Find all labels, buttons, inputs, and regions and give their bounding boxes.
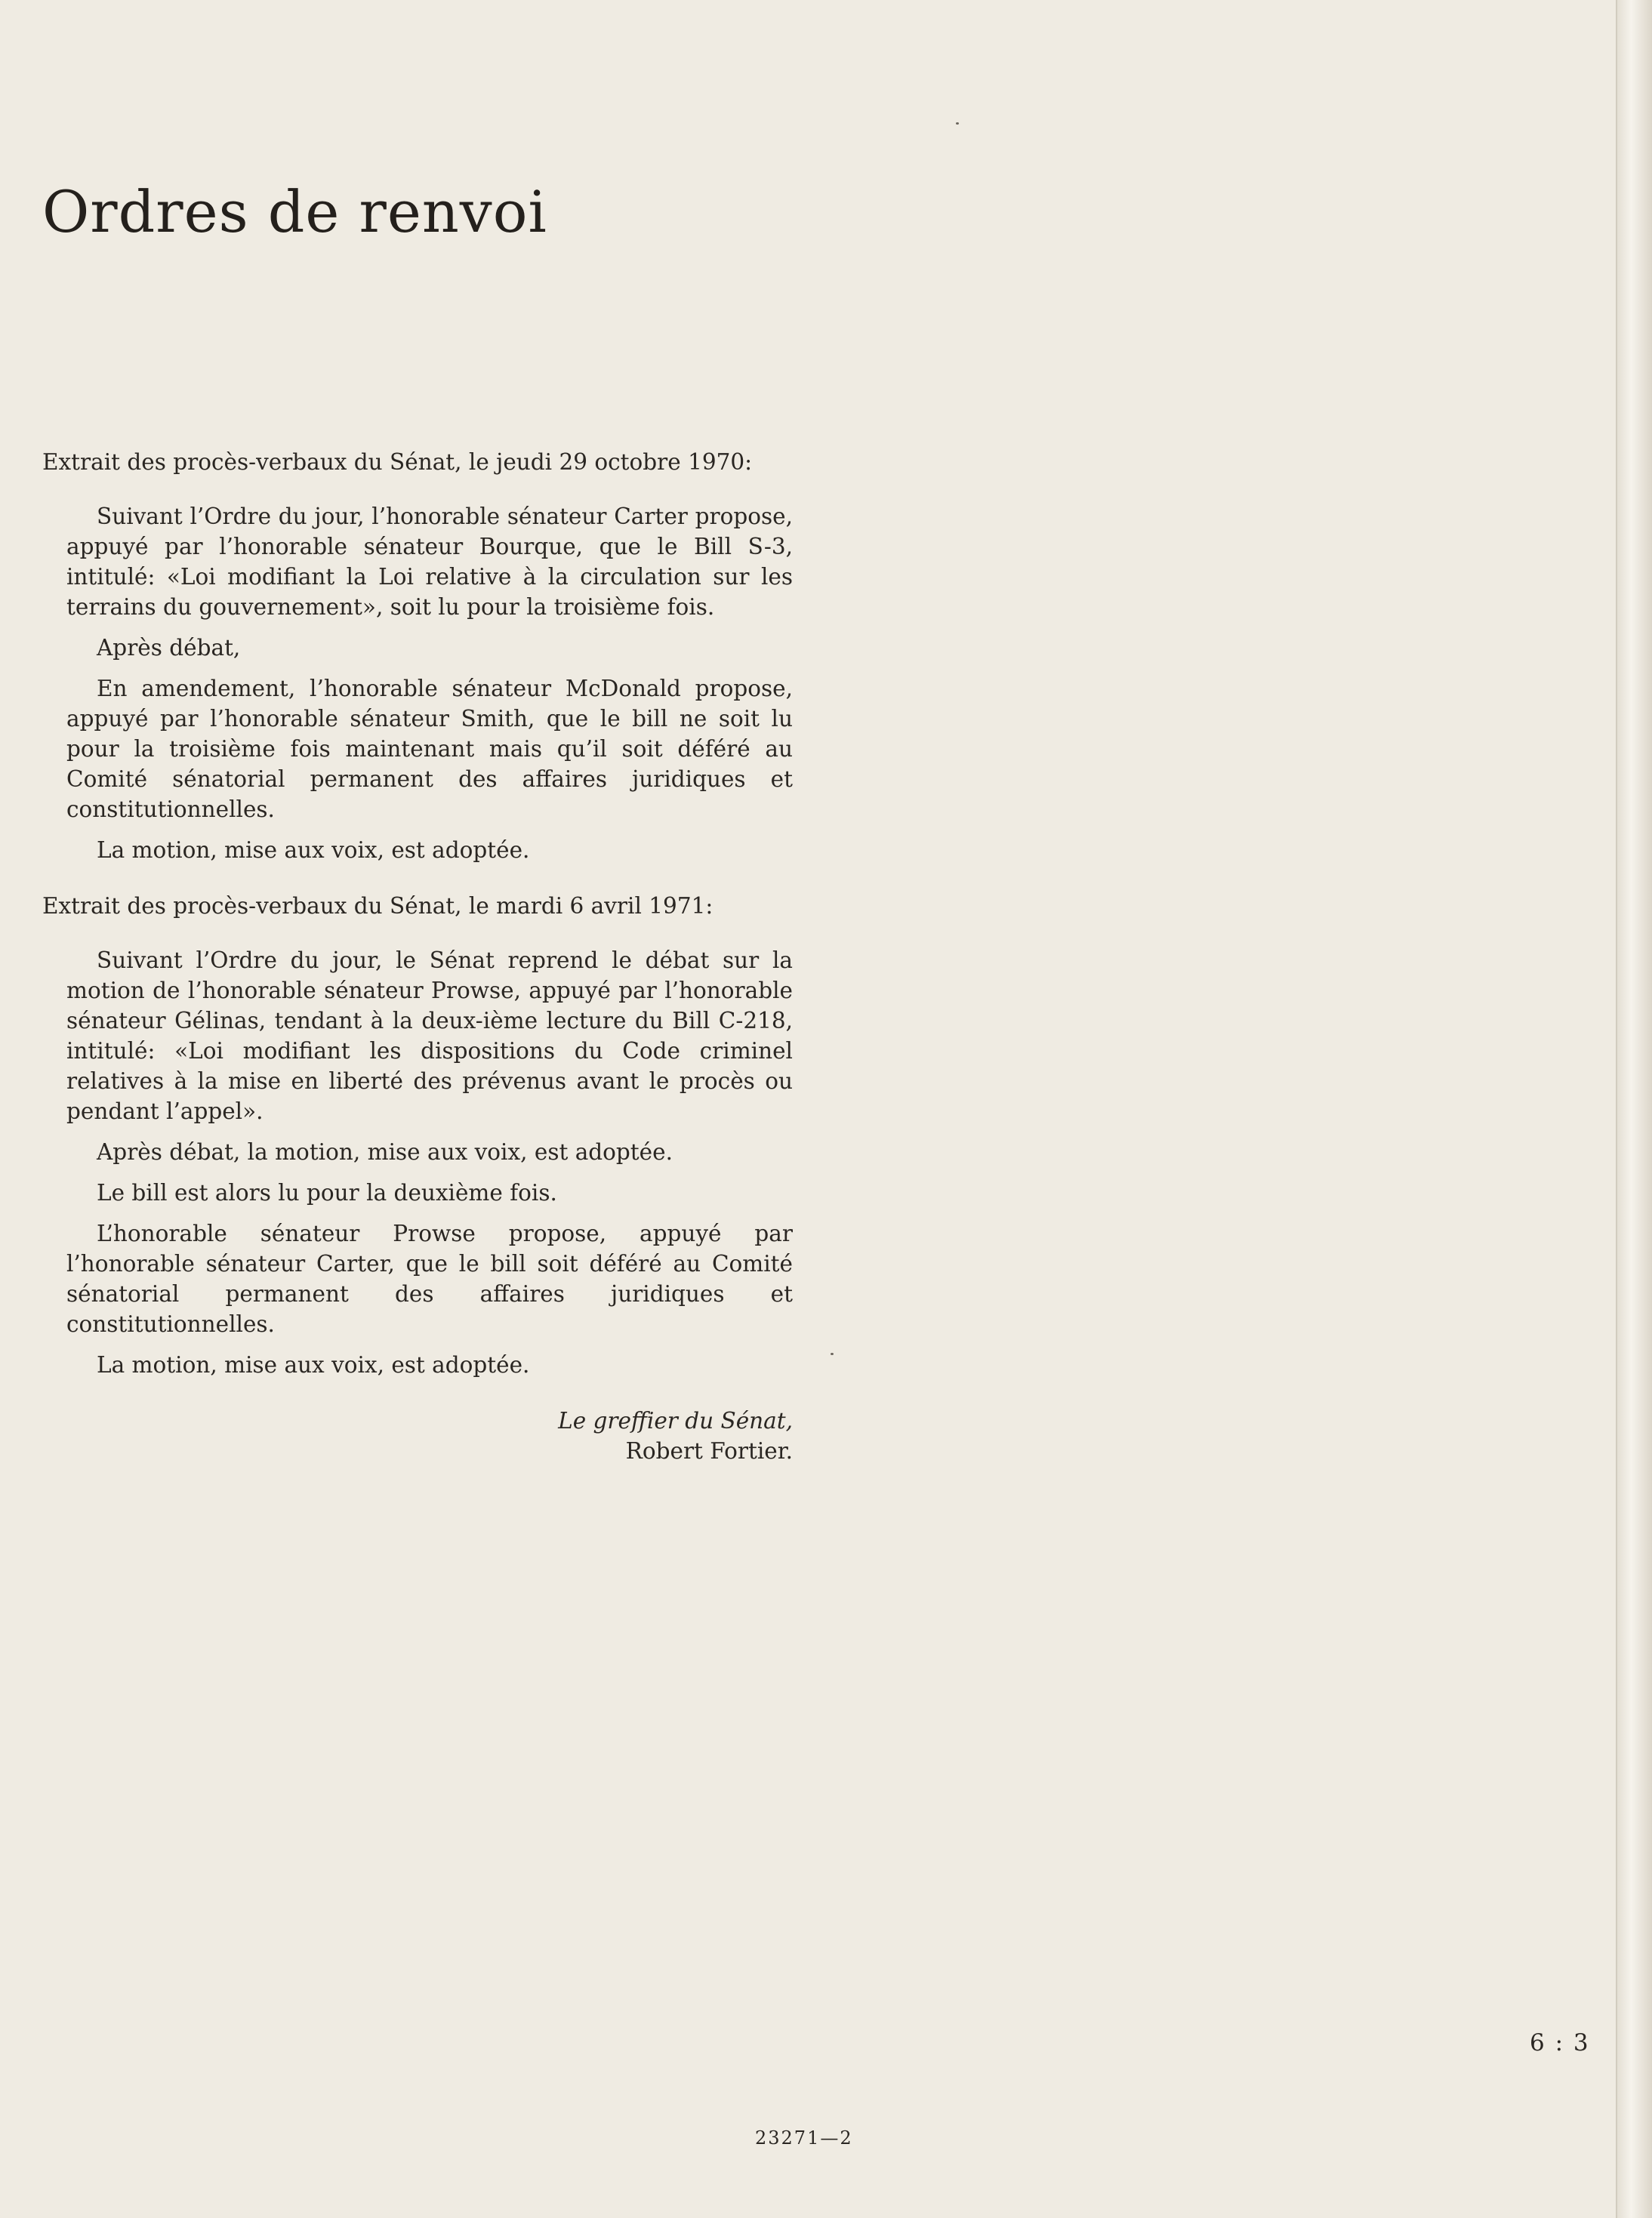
document-body: [42, 447, 793, 1466]
page-heading: Ordres de renvoi: [42, 178, 547, 245]
paragraph: Le bill est alors lu pour la deuxième fois.: [97, 1180, 557, 1206]
print-code: 23271—2: [755, 2127, 853, 2149]
paragraph: Suivant l’Ordre du jour, l’honorable sénateur Carter propose, appuyé par l’honorable sénateur Bourque, que le Bill S-3, intitulé: «Loi modifiant la Loi relative à la circulation sur les terrains du gouvernement», soit lu pour la troisième fois.: [66, 504, 793, 620]
page-binding-edge: [1616, 0, 1652, 2218]
paragraph: En amendement, l’honorable sénateur McDonald propose, appuyé par l’honorable sénateur Smith, que le bill ne soit lu pour la troisième fois maintenant mais qu’il soit déféré au Comité sénatorial permanent des affaires juridiques et constitutionnelles.: [66, 676, 793, 822]
signature-name: Robert Fortier.: [625, 1438, 793, 1464]
signature-role: Le greffier du Sénat,: [558, 1408, 793, 1434]
print-speck: [956, 122, 959, 125]
print-speck: [831, 1353, 834, 1355]
page-number: 6 : 3: [1530, 2029, 1590, 2056]
paragraph: Après débat, la motion, mise aux voix, est adoptée.: [97, 1139, 673, 1165]
paragraph: Après débat,: [97, 635, 241, 661]
extract-block-1971: [42, 891, 793, 1380]
extract-intro: Extrait des procès-verbaux du Sénat, le jeudi 29 octobre 1970:: [42, 449, 753, 475]
extract-block-1970: [42, 447, 793, 865]
paragraph: L’honorable sénateur Prowse propose, appuyé par l’honorable sénateur Carter, que le bill soit déféré au Comité sénatorial permanent des affaires juridiques et constitutionnelles.: [66, 1221, 793, 1337]
paragraph: La motion, mise aux voix, est adoptée.: [97, 1352, 530, 1378]
paragraph: Suivant l’Ordre du jour, le Sénat reprend le débat sur la motion de l’honorable sénateur Prowse, appuyé par l’honorable sénateur Gélinas, tendant à la deux-ième lecture du Bill C-218, intitulé: «Loi modifiant les dispositions du Code criminel relatives à la mise en liberté des prévenus avant le procès ou pendant l’appel».: [66, 947, 793, 1124]
extract-intro: Extrait des procès-verbaux du Sénat, le mardi 6 avril 1971:: [42, 893, 714, 919]
signature-block: [66, 1406, 793, 1466]
paragraph: La motion, mise aux voix, est adoptée.: [97, 837, 530, 863]
